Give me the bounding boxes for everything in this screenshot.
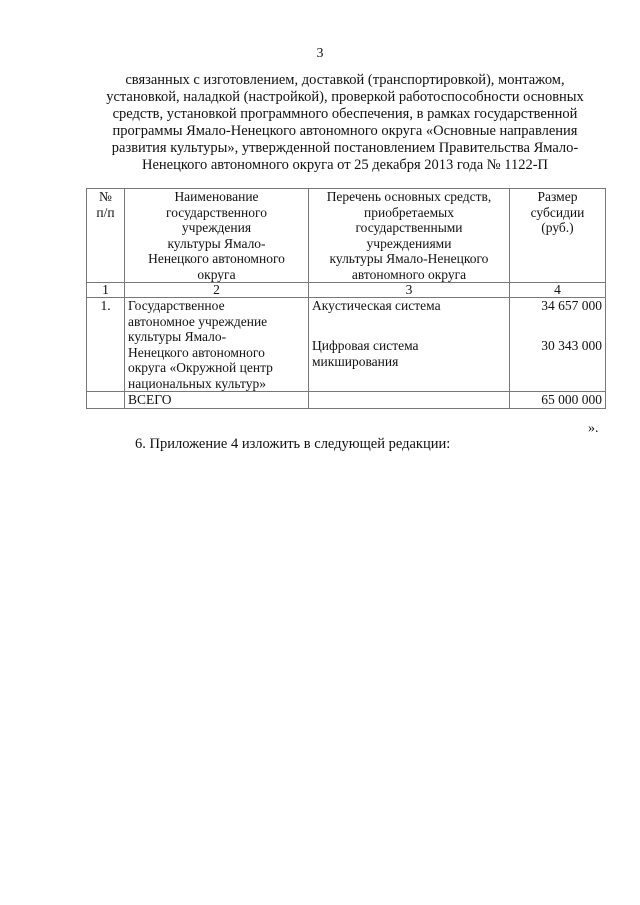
intro-line: связанных с изготовлением, доставкой (транспортировкой), монтажом,	[125, 72, 565, 88]
column-number-row	[87, 283, 606, 298]
table-header-row	[87, 189, 606, 283]
intro-text	[90, 72, 600, 174]
page-number: 3	[316, 46, 324, 61]
header-number: № п/п	[87, 189, 125, 283]
total-label: ВСЕГО	[125, 392, 309, 409]
column-number: 3	[309, 283, 510, 298]
institution-name: Государственное автономное учреждение культуры Ямало- Ненецкого автономного округа «Окружной центр национальных культур»	[125, 298, 309, 392]
intro-line: развития культуры», утвержденной постановлением Правительства Ямало-	[111, 140, 579, 156]
header-institution: Наименование государственного учреждения культуры Ямало- Ненецкого автономного округа	[125, 189, 309, 283]
total-empty-cell	[87, 392, 125, 409]
intro-line: средств, установкой программного обеспечения, в рамках государственной	[112, 106, 578, 122]
column-number: 4	[510, 283, 606, 298]
paragraph-text: 6. Приложение 4 изложить в следующей редакции:	[135, 436, 451, 452]
intro-line: программы Ямало-Ненецкого автономного округа «Основные направления	[112, 123, 578, 139]
intro-line: установкой, наладкой (настройкой), проверкой работоспособности основных	[106, 89, 584, 105]
column-number: 1	[87, 283, 125, 298]
closing-quote: ».	[588, 421, 599, 436]
table-row	[87, 298, 606, 392]
subsidy-amount: 34 657 000	[541, 298, 602, 313]
subsidy-amount: 30 343 000	[541, 338, 602, 353]
asset-item: микширования	[312, 353, 399, 369]
subsidy-table	[86, 188, 606, 409]
total-amount: 65 000 000	[510, 392, 606, 409]
intro-line: Ненецкого автономного округа от 25 декабря 2013 года № 1122-П	[141, 157, 549, 173]
header-subsidy: Размер субсидии (руб.)	[510, 189, 606, 283]
total-row	[87, 392, 606, 409]
asset-item: Акустическая система	[312, 298, 441, 313]
total-empty-cell	[309, 392, 510, 409]
asset-item: Цифровая система	[312, 338, 419, 353]
subsidy-amounts	[510, 298, 606, 392]
header-assets: Перечень основных средств, приобретаемых государственными учреждениями культуры Ямало-Ненецкого автономного округа	[309, 189, 510, 283]
column-number: 2	[125, 283, 309, 298]
row-number: 1.	[87, 298, 125, 392]
asset-list	[309, 298, 510, 392]
